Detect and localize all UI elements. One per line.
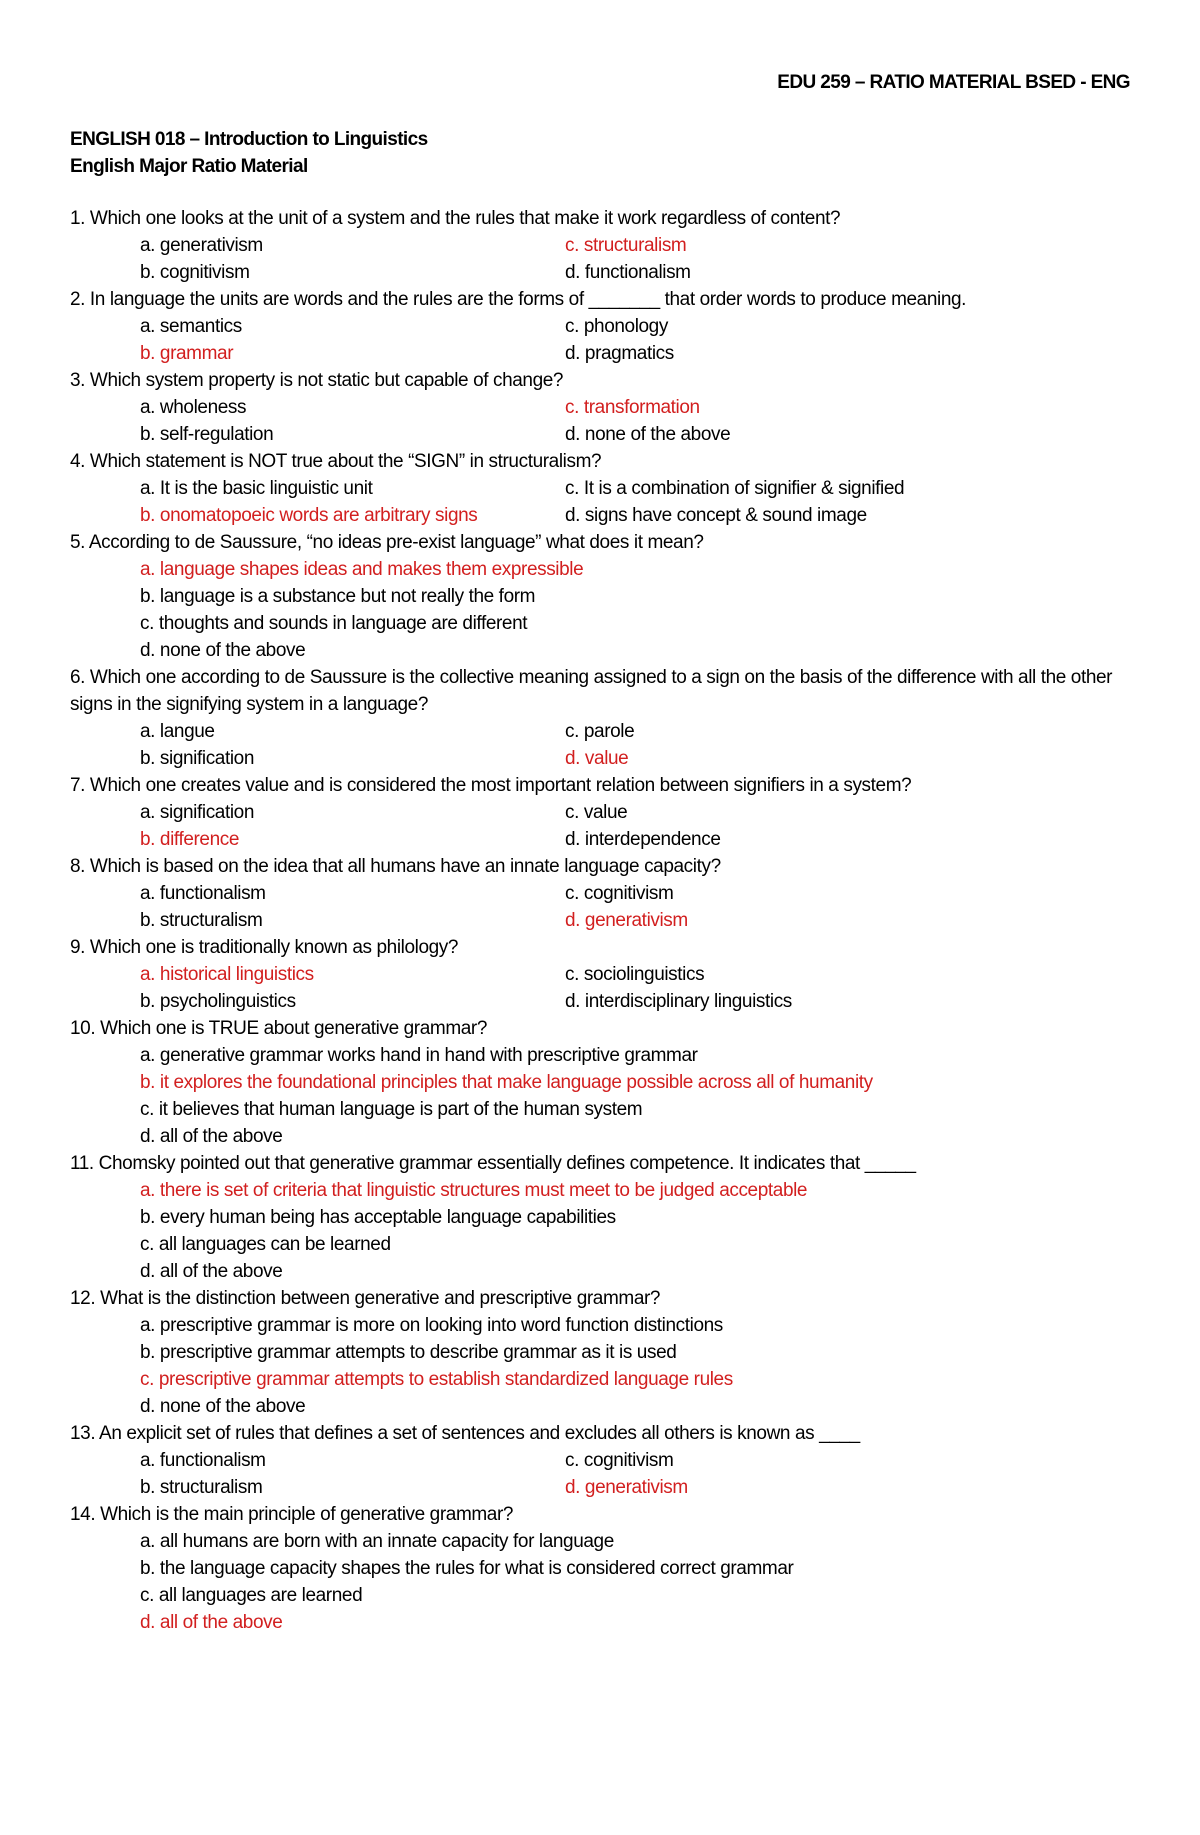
question-item [70,1501,1140,1636]
answer-row [70,1474,1140,1501]
answer-option: a. It is the basic linguistic unit [140,478,373,499]
question-stem: 10. Which one is TRUE about generative grammar? [70,1018,488,1039]
answer-option: b. structuralism [140,1477,263,1498]
answer-option: b. every human being has acceptable language capabilities [140,1207,616,1228]
answer-option: d. all of the above [140,1126,283,1147]
answer-option-correct: c. structuralism [565,235,687,256]
answer-option-correct: d. value [565,748,629,769]
answer-row [70,232,1140,259]
answer-option: b. language is a substance but not really the form [140,586,536,607]
question-item [70,1420,1140,1501]
question-stem: 6. Which one according to de Saussure is the collective meaning assigned to a sign on the basis of the difference with all the other signs in the signifying system in a language? [70,667,1113,715]
answer-option: b. cognitivism [140,262,250,283]
answer-option: d. none of the above [140,640,306,661]
answer-option-correct: c. prescriptive grammar attempts to establish standardized language rules [140,1369,733,1390]
answer-option: b. prescriptive grammar attempts to describe grammar as it is used [140,1342,677,1363]
answer-option: c. It is a combination of signifier & signified [565,478,905,499]
answer-option: a. functionalism [140,883,266,904]
question-item [70,205,1140,286]
answer-option-correct: b. onomatopoeic words are arbitrary signs [140,505,478,526]
answer-row [70,502,1140,529]
question-item [70,1150,1140,1285]
question-stem: 13. An explicit set of rules that defines a set of sentences and excludes all others is known as ____ [70,1423,860,1444]
answer-option: c. cognitivism [565,1450,674,1471]
question-stem: 2. In language the units are words and the rules are the forms of _______ that order words to produce meaning. [70,289,967,310]
answer-row [70,961,1140,988]
question-stem: 7. Which one creates value and is considered the most important relation between signifiers in a system? [70,775,912,796]
question-stem: 4. Which statement is NOT true about the “SIGN” in structuralism? [70,451,602,472]
answer-option: d. functionalism [565,262,691,283]
question-item [70,772,1140,853]
answer-option: b. psycholinguistics [140,991,296,1012]
answer-row [70,1447,1140,1474]
answer-row [70,988,1140,1015]
answer-option: d. pragmatics [565,343,674,364]
question-item [70,286,1140,367]
question-stem: 5. According to de Saussure, “no ideas pre-exist language” what does it mean? [70,532,704,553]
question-item [70,1285,1140,1420]
answer-option: c. phonology [565,316,668,337]
answer-option-correct: d. all of the above [140,1612,283,1633]
answer-option: d. none of the above [565,424,731,445]
question-item [70,664,1140,772]
answer-row [70,475,1140,502]
question-item [70,448,1140,529]
answer-option: a. functionalism [140,1450,266,1471]
answer-row [70,340,1140,367]
question-item [70,934,1140,1015]
answer-row [70,313,1140,340]
answer-option: b. signification [140,748,255,769]
answer-option-correct: a. there is set of criteria that linguistic structures must meet to be judged acceptable [140,1180,808,1201]
question-item [70,367,1140,448]
answer-row [70,880,1140,907]
answer-option: a. generative grammar works hand in hand with prescriptive grammar [140,1045,698,1066]
answer-row [70,745,1140,772]
question-item [70,853,1140,934]
answer-option: c. all languages can be learned [140,1234,391,1255]
answer-option: a. langue [140,721,215,742]
answer-row [70,907,1140,934]
answer-option: c. thoughts and sounds in language are different [140,613,528,634]
question-item [70,1015,1140,1150]
answer-option: c. value [565,802,628,823]
answer-option: a. generativism [140,235,263,256]
question-stem: 8. Which is based on the idea that all humans have an innate language capacity? [70,856,721,877]
course-title: ENGLISH 018 – Introduction to Linguistics [70,129,428,150]
question-list [70,205,1140,1636]
answer-option: c. parole [565,721,635,742]
question-item [70,529,1140,664]
answer-option: a. wholeness [140,397,247,418]
document-header-code: EDU 259 – RATIO MATERIAL BSED - ENG [777,72,1130,93]
answer-option-correct: c. transformation [565,397,700,418]
answer-option: b. structuralism [140,910,263,931]
answer-option: c. cognitivism [565,883,674,904]
answer-option-correct: d. generativism [565,1477,688,1498]
answer-option: d. interdependence [565,829,721,850]
answer-row [70,394,1140,421]
question-stem: 1. Which one looks at the unit of a system and the rules that make it work regardless of content? [70,208,841,229]
answer-row [70,799,1140,826]
course-subtitle: English Major Ratio Material [70,156,308,177]
answer-option-correct: a. language shapes ideas and makes them expressible [140,559,584,580]
answer-option-correct: b. it explores the foundational principles that make language possible across all of humanity [140,1072,873,1093]
answer-option: a. signification [140,802,255,823]
answer-option: a. all humans are born with an innate capacity for language [140,1531,614,1552]
answer-row [70,259,1140,286]
answer-option: c. it believes that human language is part of the human system [140,1099,643,1120]
answer-option: c. sociolinguistics [565,964,705,985]
answer-option: a. prescriptive grammar is more on looking into word function distinctions [140,1315,723,1336]
answer-option-correct: d. generativism [565,910,688,931]
course-heading [70,126,428,180]
question-stem: 14. Which is the main principle of generative grammar? [70,1504,514,1525]
answer-row [70,421,1140,448]
answer-option-correct: b. grammar [140,343,234,364]
answer-option: b. self-regulation [140,424,274,445]
question-stem: 3. Which system property is not static but capable of change? [70,370,564,391]
answer-row [70,718,1140,745]
answer-row [70,826,1140,853]
answer-option: d. interdisciplinary linguistics [565,991,792,1012]
answer-option: a. semantics [140,316,242,337]
answer-option-correct: a. historical linguistics [140,964,314,985]
answer-option: c. all languages are learned [140,1585,363,1606]
answer-option: b. the language capacity shapes the rules for what is considered correct grammar [140,1558,794,1579]
answer-option: d. all of the above [140,1261,283,1282]
question-stem: 12. What is the distinction between generative and prescriptive grammar? [70,1288,661,1309]
answer-option-correct: b. difference [140,829,240,850]
question-stem: 9. Which one is traditionally known as philology? [70,937,459,958]
answer-option: d. none of the above [140,1396,306,1417]
answer-option: d. signs have concept & sound image [565,505,867,526]
question-stem: 11. Chomsky pointed out that generative grammar essentially defines competence. It indicates that _____ [70,1153,916,1174]
